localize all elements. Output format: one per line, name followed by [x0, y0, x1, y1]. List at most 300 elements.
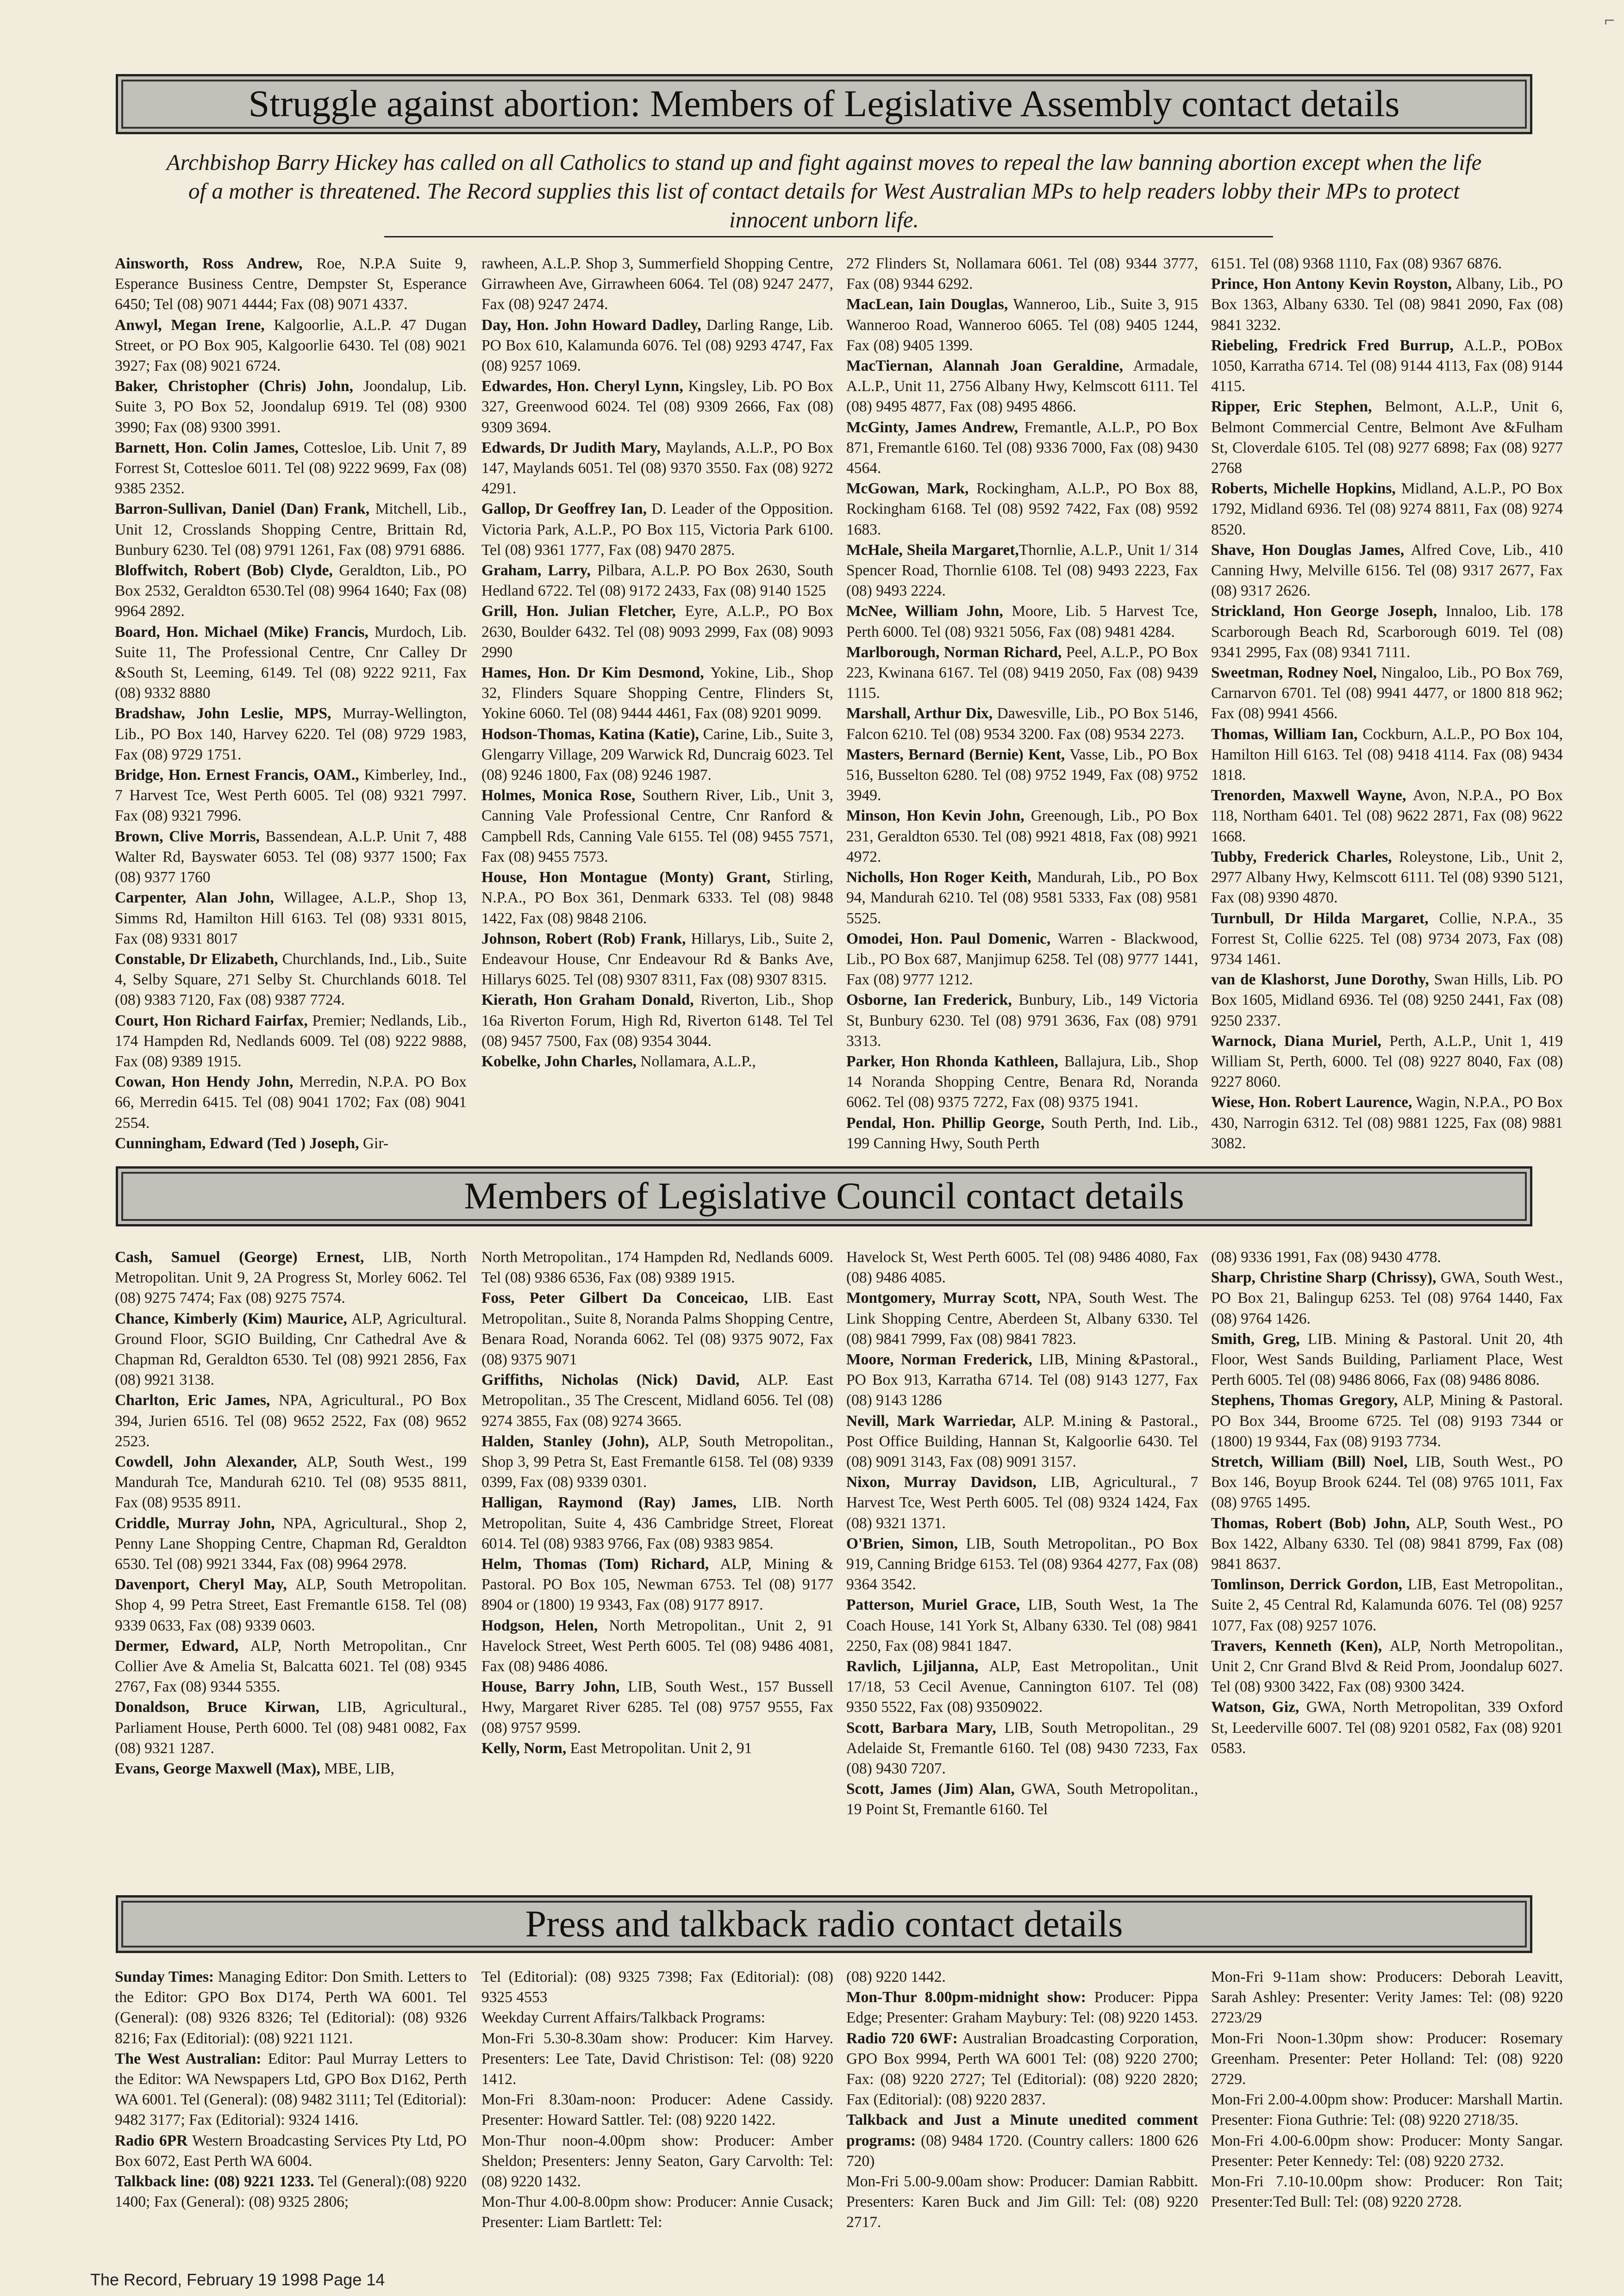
contact-name: Kierath, Hon Graham Donald,: [481, 991, 694, 1009]
contact-entry: [846, 745, 1198, 806]
contact-details: (08) 9336 1991, Fax (08) 9430 4778.: [1211, 1249, 1441, 1266]
contact-entry: [846, 703, 1198, 744]
contact-details: Yokine, Lib., Shop 32, Flinders Square Shopping Centre, Flinders St, Yokine 6060. Tel (08) 9444 4461, Fax (08) 9201 9099.: [481, 664, 833, 722]
contact-name: Criddle, Murray John,: [115, 1514, 275, 1532]
contact-details: Willagee, A.L.P., Shop 13, Simms Rd, Hamilton Hill 6163. Tel (08) 9331 8015, Fax (08) 9331 8017: [115, 889, 467, 947]
contact-entry: [481, 376, 833, 438]
page-footer: The Record, February 19 1998 Page 14: [90, 2270, 385, 2289]
press-column-2: [481, 1967, 833, 2263]
contact-details: Dawesville, Lib., PO Box 5146, Falcon 6210. Tel (08) 9534 3200. Fax (08) 9534 2273.: [846, 705, 1198, 743]
contact-name: Moore, Norman Frederick,: [846, 1351, 1032, 1369]
contact-details: Greenough, Lib., PO Box 231, Geraldton 6530. Tel (08) 9921 4818, Fax (08) 9921 4972.: [846, 807, 1198, 865]
contact-entry: [1211, 601, 1563, 663]
contact-entry: [481, 1493, 833, 1554]
contact-name: Scott, Barbara Mary,: [846, 1719, 996, 1736]
contact-details: Swan Hills, Lib. PO Box 1605, Midland 6936. Tel (08) 9250 2441, Fax (08) 9250 2337.: [1211, 971, 1563, 1029]
contact-details: Ballajura, Lib., Shop 14 Noranda Shopping Centre, Benara Rd, Noranda 6062. Tel (08) 9375 7272, Fax (08) 9375 1941.: [846, 1052, 1198, 1111]
contact-details: Darling Range, Lib. PO Box 610, Kalamunda 6076. Tel (08) 9293 4747, Fax (08) 9257 1069.: [481, 316, 833, 375]
contact-entry: [1211, 2172, 1563, 2212]
contact-details: LIB. East Metropolitan., Suite 8, Noranda Palms Shopping Centre, Benara Road, Noranda 6062. Tel (08) 9375 9072, Fax (08) 9375 9071: [481, 1289, 833, 1369]
contact-name: Tomlinson, Derrick Gordon,: [1211, 1576, 1403, 1593]
contact-details: Weekday Current Affairs/Talkback Programs:: [481, 2009, 765, 2027]
contact-details: ALP, Agricultural. Ground Floor, SGIO Building, Cnr Cathedral Ave & Chapman Rd, Geraldton 6530. Tel (08) 9921 2856, Fax (08) 9921 3138.: [115, 1310, 467, 1389]
contact-entry: [846, 642, 1198, 704]
contact-details: LIB, Agricultural., Parliament House, Perth 6000. Tel (08) 9481 0082, Fax (08) 9321 1287.: [115, 1699, 467, 1757]
contact-name: Wiese, Hon. Robert Laurence,: [1211, 1094, 1412, 1111]
contact-details: Fremantle, A.L.P., PO Box 871, Fremantle 6160. Tel (08) 9336 7000, Fax (08) 9430 4564.: [846, 418, 1198, 477]
contact-entry: [1211, 1697, 1563, 1759]
contact-details: ALP. East Metropolitan., 35 The Crescent, Midland 6056. Tel (08) 9274 3855, Fax (08) 9274 3665.: [481, 1371, 833, 1430]
contact-details: Southern River, Lib., Unit 3, Canning Vale Professional Centre, Cnr Ranford & Campbell Rds, Canning Vale 6155. Tel (08) 9455 7571, Fax (08) 9455 7573.: [481, 787, 833, 865]
contact-entry: [115, 1452, 467, 1513]
contact-entry: [846, 479, 1198, 540]
contact-details: LIB, Agricultural., 7 Harvest Tce, West Perth 6005. Tel (08) 9324 1424, Fax (08) 9321 1371.: [846, 1474, 1198, 1532]
contact-name: Constable, Dr Elizabeth,: [115, 950, 278, 968]
contact-entry: [481, 2008, 833, 2028]
contact-entry: [481, 1967, 833, 2008]
contact-name: Foss, Peter Gilbert Da Conceicao,: [481, 1289, 748, 1307]
contact-name: Radio 720 6WF:: [846, 2029, 958, 2047]
contact-name: Sunday Times:: [115, 1968, 214, 1985]
contact-name: Stephens, Thomas Gregory,: [1211, 1392, 1398, 1409]
contact-name: Strickland, Hon George Joseph,: [1211, 603, 1437, 620]
contact-details: GWA, North Metropolitan, 339 Oxford St, Leederville 6007. Tel (08) 9201 0582, Fax (08) 9201 0583.: [1211, 1699, 1563, 1757]
contact-name: Dermer, Edward,: [115, 1637, 239, 1655]
contact-name: Evans, George Maxwell (Max),: [115, 1760, 320, 1778]
contact-entry: [846, 356, 1198, 417]
contact-entry: [846, 417, 1198, 479]
assembly-heading: Struggle against abortion: Members of Legislative Assembly contact details: [116, 74, 1532, 134]
contact-entry: [481, 1554, 833, 1616]
contact-details: East Metropolitan. Unit 2, 91: [566, 1739, 752, 1757]
press-column-3: [846, 1967, 1198, 2263]
contact-details: Moore, Lib. 5 Harvest Tce, Perth 6000. Tel (08) 9321 5056, Fax (08) 9481 4284.: [846, 603, 1198, 641]
contact-details: Mon-Fri 2.00-4.00pm show: Producer: Marshall Martin. Presenter: Fiona Guthrie: Tel: (08) 9220 2718/35.: [1211, 2091, 1563, 2129]
contact-details: Mon-Fri 5.30-8.30am show: Producer: Kim Harvey. Presenters: Lee Tate, David Christison: Tel: (08) 9220 1412.: [481, 2029, 833, 2088]
contact-details: ALP, East Metropolitan., Unit 17/18, 53 Cecil Avenue, Cannington 6107. Tel (08) 9350 5522, Fax (08) 93509022.: [846, 1658, 1198, 1716]
contact-details: Mon-Fri 4.00-6.00pm show: Producer: Monty Sangar. Presenter: Peter Kennedy: Tel: (08) 9220 2732.: [1211, 2132, 1563, 2170]
contact-name: Parker, Hon Rhonda Kathleen,: [846, 1052, 1059, 1070]
contact-entry: [1211, 2131, 1563, 2172]
intro-divider: [384, 236, 1273, 237]
contact-details: Mon-Fri 9-11am show: Producers: Deborah Leavitt, Sarah Ashley: Presenter: Verity James: Tel: (08) 9220 2723/29: [1211, 1968, 1563, 2027]
contact-details: rawheen, A.L.P. Shop 3, Summerfield Shopping Centre, Girrawheen Ave, Girrawheen 6064. Tel (08) 9247 2477, Fax (08) 9247 2474.: [481, 255, 833, 313]
contact-details: Riverton, Lib., Shop 16a Riverton Forum, High Rd, Riverton 6148. Tel Tel (08) 9457 7500, Fax (08) 9354 3044.: [481, 991, 833, 1050]
contact-entry: [1211, 1329, 1563, 1391]
contact-name: Ripper, Eric Stephen,: [1211, 398, 1372, 416]
contact-name: MacLean, Iain Douglas,: [846, 296, 1008, 313]
contact-details: Rockingham, A.L.P., PO Box 88, Rockingham 6168. Tel (08) 9592 7422, Fax (08) 9592 1683.: [846, 480, 1198, 538]
contact-name: Marshall, Arthur Dix,: [846, 705, 993, 722]
contact-name: Holmes, Monica Rose,: [481, 787, 636, 804]
contact-entry: [481, 1738, 833, 1759]
contact-details: North Metropolitan., 174 Hampden Rd, Nedlands 6009. Tel (08) 9386 6536, Fax (08) 9389 1915.: [481, 1249, 833, 1287]
contact-entry: [481, 663, 833, 724]
contact-name: Chance, Kimberly (Kim) Maurice,: [115, 1310, 347, 1327]
contact-entry: [1211, 908, 1563, 970]
contact-details: Wagin, N.P.A., PO Box 430, Narrogin 6312. Tel (08) 9881 1225, Fax (08) 9881 3082.: [1211, 1094, 1563, 1152]
assembly-column-1: [115, 254, 467, 1161]
contact-name: Graham, Larry,: [481, 562, 591, 579]
contact-details: D. Leader of the Opposition. Victoria Park, A.L.P., PO Box 115, Victoria Park 6100. Tel (08) 9361 1777, Fax (08) 9470 2875.: [481, 500, 833, 559]
contact-entry: [481, 1616, 833, 1677]
contact-details: 272 Flinders St, Nollamara 6061. Tel (08) 9344 3777, Fax (08) 9344 6292.: [846, 255, 1198, 293]
contact-name: Osborne, Ian Frederick,: [846, 991, 1012, 1009]
contact-name: Roberts, Michelle Hopkins,: [1211, 480, 1396, 498]
contact-name: Smith, Greg,: [1211, 1330, 1300, 1348]
contact-details: Gir-: [359, 1134, 389, 1152]
contact-name: Charlton, Eric James,: [115, 1392, 270, 1409]
contact-details: Hillarys, Lib., Suite 2, Endeavour House, Cnr Endeavour Rd & Banks Ave, Hillarys 6025. Tel (08) 9307 8311, Fax (08) 9307 8315.: [481, 930, 833, 989]
contact-details: NPA, Agricultural., Shop 2, Penny Lane Shopping Centre, Chapman Rd, Geraldton 6530. Tel (08) 9921 3344, Fax (08) 9964 2978.: [115, 1514, 467, 1573]
contact-entry: [846, 929, 1198, 990]
contact-name: House, Hon Montague (Monty) Grant,: [481, 869, 771, 886]
contact-entry: [1211, 479, 1563, 540]
contact-name: Nevill, Mark Warriedar,: [846, 1412, 1016, 1430]
contact-name: Marlborough, Norman Richard,: [846, 643, 1062, 661]
contact-details: 6151. Tel (08) 9368 1110, Fax (08) 9367 6876.: [1211, 255, 1502, 272]
contact-details: Joondalup, Lib. Suite 3, PO Box 52, Joondalup 6919. Tel (08) 9300 3990; Fax (08) 9300 3991.: [115, 378, 467, 436]
contact-entry: [481, 1288, 833, 1370]
contact-entry: [115, 499, 467, 560]
contact-entry: [846, 1656, 1198, 1718]
contact-entry: [846, 1350, 1198, 1411]
contact-entry: [1211, 1636, 1563, 1698]
contact-details: Peel, A.L.P., PO Box 223, Kwinana 6167. Tel (08) 9419 2050, Fax (08) 9439 1115.: [846, 643, 1198, 702]
contact-entry: [1211, 1452, 1563, 1513]
contact-details: ALP, North Metropolitan., Unit 2, Cnr Grand Blvd & Reid Prom, Joondalup 6027. Tel (08) 9300 3422, Fax (08) 9300 3424.: [1211, 1637, 1563, 1696]
contact-entry: [115, 1513, 467, 1575]
contact-details: Thornlie, A.L.P., Unit 1/ 314 Spencer Road, Thornlie 6108. Tel (08) 9493 2223, Fax (08) 9493 2224.: [846, 541, 1198, 600]
contact-entry: [115, 560, 467, 622]
council-column-1: [115, 1247, 467, 1891]
contact-entry: [846, 2172, 1198, 2233]
contact-entry: [1211, 2090, 1563, 2130]
contact-details: Roleystone, Lib., Unit 2, 2977 Albany Hwy, Kelmscott 6111. Tel (08) 9390 5121, Fax (08) 9390 4870.: [1211, 848, 1563, 907]
contact-details: Western Broadcasting Services Pty Ltd, PO Box 6072, East Perth WA 6004.: [115, 2132, 467, 2170]
contact-name: Tubby, Frederick Charles,: [1211, 848, 1392, 865]
contact-entry: [846, 1411, 1198, 1473]
contact-entry: [481, 315, 833, 377]
contact-name: Kelly, Norm,: [481, 1739, 567, 1757]
contact-name: Grill, Hon. Julian Fletcher,: [481, 603, 676, 620]
contact-details: LIB, Mining &Pastoral., PO Box 913, Karratha 6714. Tel (08) 9143 1277, Fax (08) 9143 1286: [846, 1351, 1198, 1409]
contact-entry: [115, 703, 467, 765]
press-column-4: [1211, 1967, 1563, 2263]
contact-entry: [481, 867, 833, 929]
contact-entry: [846, 294, 1198, 356]
contact-details: Pilbara, A.L.P. PO Box 2630, South Hedland 6722. Tel (08) 9172 2433, Fax (08) 9140 1525: [481, 562, 833, 600]
contact-entry: [1211, 274, 1563, 336]
contact-details: Wanneroo, Lib., Suite 3, 915 Wanneroo Road, Wanneroo 6065. Tel (08) 9405 1244, Fax (08) 9405 1399.: [846, 296, 1198, 354]
contact-entry: [846, 806, 1198, 867]
contact-entry: [481, 2028, 833, 2090]
contact-details: Alfred Cove, Lib., 410 Canning Hwy, Melville 6156. Tel (08) 9317 2677, Fax (08) 9317 2626.: [1211, 541, 1563, 600]
contact-details: Kalgoorlie, A.L.P. 47 Dugan Street, or PO Box 905, Kalgoorlie 6430. Tel (08) 9021 3927; Fax (08) 9021 6724.: [115, 316, 467, 375]
contact-name: Court, Hon Richard Fairfax,: [115, 1012, 308, 1029]
contact-details: Mon-Fri 8.30am-noon: Producer: Adene Cassidy. Presenter: Howard Sattler. Tel: (08) 9220 1422.: [481, 2091, 833, 2129]
contact-entry: [846, 1967, 1198, 1987]
contact-entry: [481, 601, 833, 663]
contact-entry: [115, 2172, 467, 2212]
press-heading: Press and talkback radio contact details: [116, 1895, 1532, 1953]
contact-name: Hodgson, Helen,: [481, 1617, 598, 1634]
contact-entry: [481, 1431, 833, 1493]
contact-entry: [846, 2028, 1198, 2110]
contact-entry: [1211, 1268, 1563, 1329]
council-heading: Members of Legislative Council contact details: [116, 1166, 1532, 1226]
contact-entry: [481, 254, 833, 315]
contact-name: Baker, Christopher (Chris) John,: [115, 378, 353, 395]
council-column-3: [846, 1247, 1198, 1891]
contact-name: Edwards, Dr Judith Mary,: [481, 439, 661, 456]
contact-entry: [115, 1967, 467, 2049]
contact-entry: [115, 1574, 467, 1636]
contact-details: (08) 9484 1720. (Country callers: 1800 626 720): [846, 2132, 1198, 2170]
contact-entry: [115, 622, 467, 704]
contact-name: Ainsworth, Ross Andrew,: [115, 255, 303, 272]
contact-details: LIB, South Metropolitan., PO Box 919, Canning Bridge 6153. Tel (08) 9364 4277, Fax (08) 9364 3542.: [846, 1535, 1198, 1593]
contact-entry: [1211, 1513, 1563, 1575]
contact-entry: [115, 1697, 467, 1759]
contact-name: Omodei, Hon. Paul Domenic,: [846, 930, 1051, 947]
contact-name: McGowan, Mark,: [846, 480, 969, 498]
contact-name: Barron-Sullivan, Daniel (Dan) Frank,: [115, 500, 370, 518]
contact-details: ALP, South West., PO Box 1422, Albany 6330. Tel (08) 9841 8799, Fax (08) 9841 8637.: [1211, 1514, 1563, 1573]
contact-entry: [481, 990, 833, 1052]
assembly-column-4: [1211, 254, 1563, 1161]
contact-details: Armadale, A.L.P., Unit 11, 2756 Albany Hwy, Kelmscott 6111. Tel (08) 9495 4877, Fax (08) 9495 4866.: [846, 357, 1198, 416]
contact-name: House, Barry John,: [481, 1678, 620, 1696]
council-column-2: [481, 1247, 833, 1891]
contact-name: Kobelke, John Charles,: [481, 1052, 637, 1070]
corner-mark: ⌐: [1604, 10, 1615, 31]
contact-entry: [846, 990, 1198, 1052]
contact-name: Riebeling, Fredrick Fred Burrup,: [1211, 336, 1454, 354]
contact-details: GWA, South West., PO Box 21, Balingup 6253. Tel (08) 9764 1440, Fax (08) 9764 1426.: [1211, 1269, 1563, 1327]
contact-name: Montgomery, Murray Scott,: [846, 1289, 1041, 1307]
contact-name: Watson, Giz,: [1211, 1699, 1299, 1716]
contact-entry: [846, 1779, 1198, 1820]
contact-details: Mon-Thur noon-4.00pm show: Producer: Amber Sheldon; Presenters: Jenny Seaton, Gary Carvolth: Tel: (08) 9220 1432.: [481, 2132, 833, 2190]
contact-details: LIB, South Metropolitan., 29 Adelaide St, Fremantle 6160. Tel (08) 9430 7233, Fax (08) 9430 7207.: [846, 1719, 1198, 1778]
contact-name: Barnett, Hon. Colin James,: [115, 439, 299, 456]
contact-details: Stirling, N.P.A., PO Box 361, Denmark 6333. Tel (08) 9848 1422, Fax (08) 9848 2106.: [481, 869, 833, 927]
contact-name: van de Klashorst, June Dorothy,: [1211, 971, 1429, 989]
contact-entry: [1211, 785, 1563, 847]
contact-name: Ravlich, Ljiljanna,: [846, 1658, 979, 1675]
contact-name: Nixon, Murray Davidson,: [846, 1474, 1037, 1491]
contact-name: Stretch, William (Bill) Noel,: [1211, 1453, 1408, 1471]
contact-details: Australian Broadcasting Corporation, GPO Box 9994, Perth WA 6001 Tel: (08) 9220 2700; Fax: (08) 9220 2727; Tel (Editorial): (08) 9220 2820; Fax (Editorial): (08) 9220 2837.: [846, 2029, 1198, 2109]
contact-entry: [115, 315, 467, 377]
contact-name: Cowan, Hon Hendy John,: [115, 1073, 294, 1091]
contact-details: Mon-Fri 5.00-9.00am show: Producer: Damian Rabbitt. Presenters: Karen Buck and Jim Gill: Tel: (08) 9220 2717.: [846, 2173, 1198, 2231]
contact-name: O'Brien, Simon,: [846, 1535, 958, 1552]
contact-entry: [846, 254, 1198, 294]
contact-name: Masters, Bernard (Bernie) Kent,: [846, 746, 1065, 763]
contact-details: Cockburn, A.L.P., PO Box 104, Hamilton Hill 6163. Tel (08) 9418 4114. Fax (08) 9434 1818.: [1211, 725, 1563, 784]
contact-details: Maylands, A.L.P., PO Box 147, Maylands 6051. Tel (08) 9370 3550. Fax (08) 9272 4291.: [481, 439, 833, 498]
contact-name: McNee, William John,: [846, 603, 1003, 620]
contact-name: Mon-Thur 8.00pm-midnight show:: [846, 1989, 1086, 2006]
contact-entry: [1211, 970, 1563, 1031]
contact-entry: [481, 499, 833, 560]
contact-name: Turnbull, Dr Hilda Margaret,: [1211, 909, 1429, 927]
contact-entry: [846, 1052, 1198, 1113]
contact-entry: [481, 2090, 833, 2130]
contact-entry: [1211, 1967, 1563, 2028]
contact-name: Davenport, Cheryl May,: [115, 1576, 287, 1593]
contact-entry: [1211, 540, 1563, 602]
contact-details: NPA, Agricultural., PO Box 394, Jurien 6516. Tel (08) 9652 2522, Fax (08) 9652 2523.: [115, 1392, 467, 1450]
contact-entry: [846, 1987, 1198, 2028]
contact-name: Thomas, William Ian,: [1211, 725, 1358, 743]
contact-details: Belmont, A.L.P., Unit 6, Belmont Commercial Centre, Belmont Ave &Fulham St, Cloverdale 6105. Tel (08) 9277 6898; Fax (08) 9277 2768: [1211, 398, 1563, 477]
contact-entry: [1211, 1092, 1563, 1154]
contact-details: Editor: Paul Murray Letters to the Editor: WA Newspapers Ltd, GPO Box D162, Perth WA 6001. Tel (General): (08) 9482 3111; Tel (Editorial): 9482 3177; Fax (Editorial): 9324 1416.: [115, 2050, 467, 2129]
contact-details: Producer: Pippa Edge; Presenter: Graham Maybury: Tel: (08) 9220 1453.: [846, 1989, 1198, 2027]
contact-details: LIB, North Metropolitan. Unit 9, 2A Progress St, Morley 6062. Tel (08) 9275 7474; Fax (08) 9275 7574.: [115, 1249, 467, 1307]
contact-details: Geraldton, Lib., PO Box 2532, Geraldton 6530.Tel (08) 9964 1640; Fax (08) 9964 2892.: [115, 562, 467, 620]
contact-name: Scott, James (Jim) Alan,: [846, 1780, 1015, 1798]
contact-entry: [1211, 254, 1563, 274]
contact-details: ALP, Mining & Pastoral. PO Box 344, Broome 6725. Tel (08) 9193 7344 or (1800) 19 9344, Fax (08) 9193 7734.: [1211, 1392, 1563, 1450]
contact-details: ALP, South Metropolitan., Shop 3, 99 Petra St, East Fremantle 6158. Tel (08) 9339 0399, Fax (08) 9339 0301.: [481, 1432, 833, 1491]
contact-details: ALP, South Metropolitan. Shop 4, 99 Petra Street, East Fremantle 6158. Tel (08) 9339 0633, Fax (08) 9339 0603.: [115, 1576, 467, 1634]
contact-details: Managing Editor: Don Smith. Letters to the Editor: GPO Box D174, Perth WA 6001. Tel (General): (08) 9326 8326; Tel (Editorial): (08) 9326 8216; Fax (Editorial): (08) 9221 1121.: [115, 1968, 467, 2047]
contact-details: Avon, N.P.A., PO Box 118, Northam 6401. Tel (08) 9622 2871, Fax (08) 9622 1668.: [1211, 787, 1563, 845]
contact-details: Kimberley, Ind., 7 Harvest Tce, West Perth 6005. Tel (08) 9321 7997. Fax (08) 9321 7996.: [115, 766, 467, 825]
contact-entry: [115, 1011, 467, 1072]
contact-entry: [481, 560, 833, 601]
contact-name: Nicholls, Hon Roger Keith,: [846, 869, 1031, 886]
contact-name: MacTiernan, Alannah Joan Geraldine,: [846, 357, 1124, 375]
contact-name: Halden, Stanley (John),: [481, 1432, 649, 1450]
contact-name: Warnock, Diana Muriel,: [1211, 1032, 1381, 1050]
contact-name: Trenorden, Maxwell Wayne,: [1211, 787, 1406, 804]
contact-entry: [846, 1247, 1198, 1288]
contact-details: ALP. M.ining & Pastoral., Post Office Building, Hannan St, Kalgoorlie 6430. Tel (08) 9091 3143, Fax (08) 9091 3157.: [846, 1412, 1198, 1471]
contact-details: LIB, South West., 157 Bussell Hwy, Margaret River 6285. Tel (08) 9757 9555, Fax (08) 9757 9599.: [481, 1678, 833, 1736]
contact-details: Mon-Fri Noon-1.30pm show: Producer: Rosemary Greenham. Presenter: Peter Holland: Tel: (08) 9220 2729.: [1211, 2029, 1563, 2088]
contact-entry: [1211, 1390, 1563, 1452]
contact-details: Havelock St, West Perth 6005. Tel (08) 9486 4080, Fax (08) 9486 4085.: [846, 1249, 1198, 1287]
contact-entry: [1211, 2028, 1563, 2090]
contact-name: Talkback and Just a Minute unedited comment programs:: [846, 2111, 1198, 2149]
contact-entry: [115, 254, 467, 315]
contact-details: Carine, Lib., Suite 3, Glengarry Village, 209 Warwick Rd, Duncraig 6023. Tel (08) 9246 1800, Fax (08) 9246 1987.: [481, 725, 833, 784]
contact-details: ALP, Mining & Pastoral. PO Box 105, Newman 6753. Tel (08) 9177 8904 or (1800) 19 9343, Fax (08) 9177 8917.: [481, 1556, 833, 1614]
contact-name: Halligan, Raymond (Ray) James,: [481, 1494, 737, 1512]
contact-entry: [481, 785, 833, 867]
contact-details: ALP, North Metropolitan., Cnr Collier Ave & Amelia St, Balcatta 6021. Tel (08) 9345 2767, Fax (08) 9344 5355.: [115, 1637, 467, 1696]
contact-entry: [1211, 336, 1563, 397]
contact-name: Pendal, Hon. Phillip George,: [846, 1114, 1045, 1132]
contact-details: LIB. North Metropolitan, Suite 4, 436 Cambridge Street, Floreat 6014. Tel (08) 9383 9766, Fax (08) 9383 9854.: [481, 1494, 833, 1552]
contact-details: Bunbury, Lib., 149 Victoria St, Bunbury 6230. Tel (08) 9791 3636, Fax (08) 9791 3313.: [846, 991, 1198, 1050]
contact-name: Johnson, Robert (Rob) Frank,: [481, 930, 686, 947]
contact-entry: [481, 2131, 833, 2192]
contact-details: Mandurah, Lib., PO Box 94, Mandurah 6210. Tel (08) 9581 5333, Fax (08) 9581 5525.: [846, 869, 1198, 927]
contact-entry: [846, 601, 1198, 642]
contact-entry: [846, 1288, 1198, 1350]
contact-entry: [115, 1247, 467, 1309]
contact-name: Bloffwitch, Robert (Bob) Clyde,: [115, 562, 333, 579]
contact-name: McHale, Sheila Margaret,: [846, 541, 1019, 559]
contact-name: Griffiths, Nicholas (Nick) David,: [481, 1371, 740, 1389]
contact-entry: [481, 1370, 833, 1431]
contact-details: Mon-Thur 4.00-8.00pm show: Producer: Annie Cusack; Presenter: Liam Bartlett: Tel:: [481, 2193, 833, 2231]
contact-details: Murray-Wellington, Lib., PO Box 140, Harvey 6220. Tel (08) 9729 1983, Fax (08) 9729 1751.: [115, 705, 467, 763]
contact-entry: [115, 1133, 467, 1154]
contact-name: Travers, Kenneth (Ken),: [1211, 1637, 1382, 1655]
contact-details: GWA, South Metropolitan., 19 Point St, Fremantle 6160. Tel: [846, 1780, 1198, 1818]
contact-entry: [846, 540, 1198, 602]
contact-entry: [481, 1677, 833, 1738]
contact-details: Cottesloe, Lib. Unit 7, 89 Forrest St, Cottesloe 6011. Tel (08) 9222 9699, Fax (08) 9385 2352.: [115, 439, 467, 498]
council-column-4: [1211, 1247, 1563, 1891]
contact-name: Carpenter, Alan John,: [115, 889, 274, 907]
contact-name: Donaldson, Bruce Kirwan,: [115, 1699, 319, 1716]
contact-details: NPA, South West. The Link Shopping Centre, Aberdeen St, Albany 6330. Tel (08) 9841 7999, Fax (08) 9841 7823.: [846, 1289, 1198, 1348]
contact-details: Bassendean, A.L.P. Unit 7, 488 Walter Rd, Bayswater 6053. Tel (08) 9377 1500; Fax (08) 9377 1760: [115, 828, 467, 886]
contact-details: Kingsley, Lib. PO Box 327, Greenwood 6024. Tel (08) 9309 2666, Fax (08) 9309 3694.: [481, 378, 833, 436]
contact-name: Brown, Clive Morris,: [115, 828, 260, 845]
contact-details: A.L.P., POBox 1050, Karratha 6714. Tel (08) 9144 4113, Fax (08) 9144 4115.: [1211, 336, 1563, 395]
contact-entry: [846, 867, 1198, 929]
contact-details: Midland, A.L.P., PO Box 1792, Midland 6936. Tel (08) 9274 8811, Fax (08) 9274 8520.: [1211, 480, 1563, 538]
contact-details: LIB, South West., PO Box 146, Boyup Brook 6244. Tel (08) 9765 1011, Fax (08) 9765 1495.: [1211, 1453, 1563, 1512]
contact-entry: [846, 1595, 1198, 1656]
contact-name: Edwardes, Hon. Cheryl Lynn,: [481, 378, 683, 395]
contact-name: Prince, Hon Antony Kevin Royston,: [1211, 275, 1452, 293]
contact-entry: [115, 888, 467, 949]
contact-name: Cunningham, Edward (Ted ) Joseph,: [115, 1134, 359, 1152]
contact-details: Innaloo, Lib. 178 Scarborough Beach Rd, Scarborough 6019. Tel (08) 9341 2995, Fax (08) 9341 7111.: [1211, 603, 1563, 661]
contact-entry: [115, 2049, 467, 2131]
contact-entry: [1211, 1247, 1563, 1268]
contact-entry: [1211, 663, 1563, 724]
contact-entry: [1211, 847, 1563, 908]
contact-entry: [846, 1718, 1198, 1780]
contact-details: Mitchell, Lib., Unit 12, Crosslands Shopping Centre, Brittain Rd, Bunbury 6230. Tel (08) 9791 1261, Fax (08) 9791 6886.: [115, 500, 467, 559]
contact-entry: [115, 1636, 467, 1698]
contact-details: Merredin, N.P.A. PO Box 66, Merredin 6415. Tel (08) 9041 1702; Fax (08) 9041 2554.: [115, 1073, 467, 1132]
contact-name: Sharp, Christine Sharp (Chrissy),: [1211, 1269, 1437, 1287]
contact-entry: [115, 376, 467, 438]
contact-name: Patterson, Muriel Grace,: [846, 1596, 1020, 1614]
contact-details: Tel (Editorial): (08) 9325 7398; Fax (Editorial): (08) 9325 4553: [481, 1968, 833, 2006]
contact-details: Tel (General):(08) 9220 1400; Fax (General): (08) 9325 2806;: [115, 2173, 467, 2211]
contact-entry: [115, 438, 467, 499]
contact-details: ALP, South West., 199 Mandurah Tce, Mandurah 6210. Tel (08) 9535 8811, Fax (08) 9535 8911.: [115, 1453, 467, 1512]
contact-entry: [115, 1309, 467, 1391]
intro-text: Archbishop Barry Hickey has called on all Catholics to stand up and fight against moves to repeal the law banning abortion except when the life of a mother is threatened. The Record supplies this list of contact details for West Australian MPs to help readers lobby their MPs to protect innocent unborn life.: [166, 149, 1482, 232]
contact-name: Radio 6PR: [115, 2132, 188, 2149]
contact-details: LIB, South West, 1a The Coach House, 141 York St, Albany 6330. Tel (08) 9841 2250, Fax (08) 9841 1847.: [846, 1596, 1198, 1655]
contact-name: Hames, Hon. Dr Kim Desmond,: [481, 664, 704, 682]
contact-details: Warren - Blackwood, Lib., PO Box 687, Manjimup 6258. Tel (08) 9777 1441, Fax (08) 9777 1212.: [846, 930, 1198, 989]
contact-name: Minson, Hon Kevin John,: [846, 807, 1024, 825]
contact-entry: [115, 827, 467, 888]
contact-name: Day, Hon. John Howard Dadley,: [481, 316, 701, 334]
contact-details: Perth, A.L.P., Unit 1, 419 William St, Perth, 6000. Tel (08) 9227 8040, Fax (08) 9227 8060.: [1211, 1032, 1563, 1091]
contact-entry: [1211, 397, 1563, 479]
contact-entry: [115, 1072, 467, 1133]
contact-entry: [481, 929, 833, 990]
contact-entry: [481, 1052, 833, 1072]
